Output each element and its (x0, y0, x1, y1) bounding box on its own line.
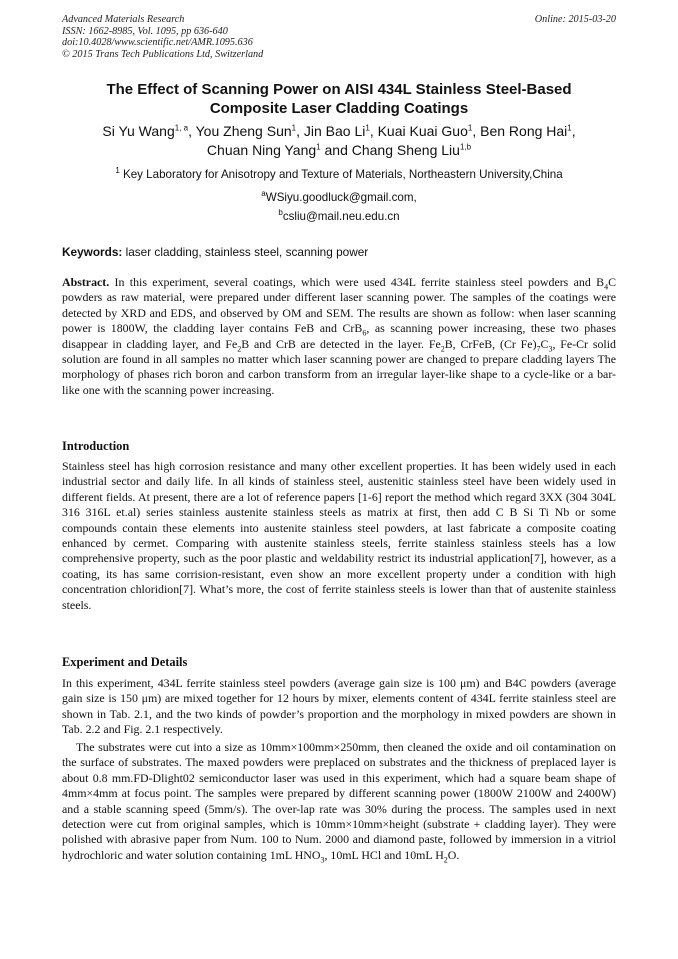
affiliation-text: Key Laboratory for Anisotropy and Texture of Materials, Northeastern University,China (119, 168, 563, 181)
author-affiliation-mark: 1 (567, 123, 572, 133)
subscript: 4 (604, 282, 609, 292)
keywords-label: Keywords: (62, 245, 123, 259)
journal-doi: doi:10.4028/www.scientific.net/AMR.1095.636 (62, 37, 253, 49)
subscript: 2 (443, 855, 448, 865)
keywords-text: laser cladding, stainless steel, scanning power (122, 245, 369, 259)
author-name: You Zheng Sun (195, 123, 292, 139)
section-heading-introduction: Introduction (62, 439, 130, 453)
experiment-text: The substrates were cut into a size as 10mm×100mm×250mm, then cleaned the oxide and oil contamination on the surface of substrates. The maxed powders were preplaced on substrates and the thickness of preplaced layer is about 0.8 mm.FD-Dlight02 semiconductor laser was used in this experiment, which had a square beam shape of 4mm×4mm at focus point. The samples were prepared by different scanning power (1800W 2100W and 2400W) and a stable scanning speed (5mm/s). The over-lap rate was 30% during the process. The samples used in next detection were cut from original samples, which is 10mm×10mm×height (substrate + cladding layer). They were polished with abrasive paper from Num. 100 to Num. 2000 and diamond paste, followed by immersion in a vitriol hydrochloric and water solution containing 1mL HNO (62, 740, 616, 862)
author-name: Ben Rong Hai (480, 123, 568, 139)
abstract-text: In this experiment, several coatings, which were used 434L ferrite stainless steel powders and B (109, 275, 605, 289)
abstract-text: B and CrB are detected in the layer. Fe (241, 336, 441, 351)
author-affiliation-mark: 1, a (174, 123, 189, 133)
abstract-text: C powders as raw material, were prepared under different laser scanning power. The samples of the coatings were detected by XRD and EDS, and observed by OM and SEM. The results are shown as follow: when laser scanning power is 1800W, the cladding layer contains FeB and CrB (62, 275, 616, 336)
abstract-label: Abstract. (62, 275, 110, 289)
introduction-paragraph: Stainless steel has high corrosion resistance and many other excellent properties. It has been widely used in each industrial sector and daily life. In all kinds of stainless steel, austenitic stainless steel have been widely used in different fields. At present, there are a lot of reference papers [1-6] report the method which regard 3XX (304 304L 316 316L et.al) series stainless austenite stainless steels as matrix at first, then add C B Si Ti Nb or some compounds contain these elements into austenite stainless steel powders, at last fabricate a composite coating enhanced by cermet. Comparing with austenite stainless steels, ferrite stainless stainless steels has a low comprehensive property, such as the poor plastic and weldability restrict its industrial application[7], however, as a coating, its has same corrision-resistant, even show an more excellent property under a condition with high concentration chloridion[7]. What’s more, the cost of ferrite stainless steels is lower than that of austenite stainless steels. (62, 459, 616, 612)
author-name: Chuan Ning Yang (206, 141, 317, 158)
author-separator: , (571, 123, 576, 139)
subscript: 7 (536, 344, 541, 353)
author-name: Jin Bao Li (303, 123, 366, 139)
author-affiliation-mark: 1 (291, 123, 297, 133)
journal-copyright: © 2015 Trans Tech Publications Ltd, Switzerland (62, 48, 264, 60)
email-b-mark: b (278, 208, 283, 218)
email-b-address: csliu@mail.neu.edu.cn (282, 210, 400, 223)
author-separator: and (320, 141, 352, 158)
author-separator: , (369, 123, 378, 139)
subscript: 3 (548, 344, 553, 353)
abstract-text: , Fe-Cr solid solution are found in all samples no matter which laser scanning power are changed to prepare cladding layers The morphology of phases rich boron and carbon transform from an irregular layer-like shape to a cycle-like or a bar-like one with the scanning power increasing. (62, 336, 616, 397)
experiment-text: , 10mL HCl and 10mL H (324, 847, 444, 862)
experiment-paragraph-1: In this experiment, 434L ferrite stainless steel powders (average gain size is 100 μm) and B4C powders (average gain size is 150 μm) are mixed together for 12 hours by mixer, elements content of 434L ferrite stainless steel are shown in Tab. 2.1, and the two kinds of powder’s proportion and the morphology in mixed powders are shown in Tab. 2.2 and Fig. 2.1 respectively. (62, 676, 616, 737)
author-affiliation-mark: 1 (467, 123, 473, 133)
email-a-mark: a (261, 189, 266, 199)
author-list (62, 122, 616, 159)
author-affiliation-mark: 1 (316, 141, 321, 151)
email-b (62, 210, 616, 224)
author-separator: , (472, 123, 481, 139)
abstract-text: , as scanning power increasing, these two phases disappear in cladding layer, and Fe (62, 321, 616, 351)
abstract-text: C (540, 336, 549, 351)
author-separator: , (296, 123, 304, 139)
affiliation-mark: 1 (115, 166, 120, 176)
email-a-address: WSiyu.goodluck@gmail.com, (265, 191, 417, 204)
subscript: 3 (320, 855, 325, 865)
title-line-1: The Effect of Scanning Power on AISI 434L Stainless Steel-Based (106, 81, 572, 98)
author-name: Kuai Kuai Guo (377, 123, 468, 139)
author-name: Si Yu Wang (102, 123, 175, 139)
abstract (62, 275, 616, 398)
experiment-paragraph-2 (62, 740, 616, 863)
journal-header (62, 14, 616, 60)
author-separator: , (188, 123, 196, 139)
author-affiliation-mark: 1,b (459, 141, 472, 151)
journal-issn: ISSN: 1662-8985, Vol. 1095, pp 636-640 (62, 25, 228, 37)
email-a (62, 191, 616, 205)
abstract-text: B, CrFeB, (Cr Fe) (444, 336, 537, 351)
keywords (62, 245, 616, 259)
author-name: Chang Sheng Liu (351, 141, 460, 158)
subscript: 2 (440, 344, 445, 353)
experiment-text: O. (447, 847, 460, 862)
title-line-2: Composite Laser Cladding Coatings (209, 100, 469, 117)
paper-title (62, 80, 616, 118)
section-heading-experiment: Experiment and Details (62, 655, 188, 669)
author-affiliation-mark: 1 (365, 123, 370, 133)
subscript: 6 (362, 328, 367, 338)
subscript: 2 (237, 344, 242, 353)
journal-name: Advanced Materials Research (62, 14, 185, 25)
affiliation (62, 168, 616, 182)
online-date: Online: 2015-03-20 (534, 14, 616, 25)
